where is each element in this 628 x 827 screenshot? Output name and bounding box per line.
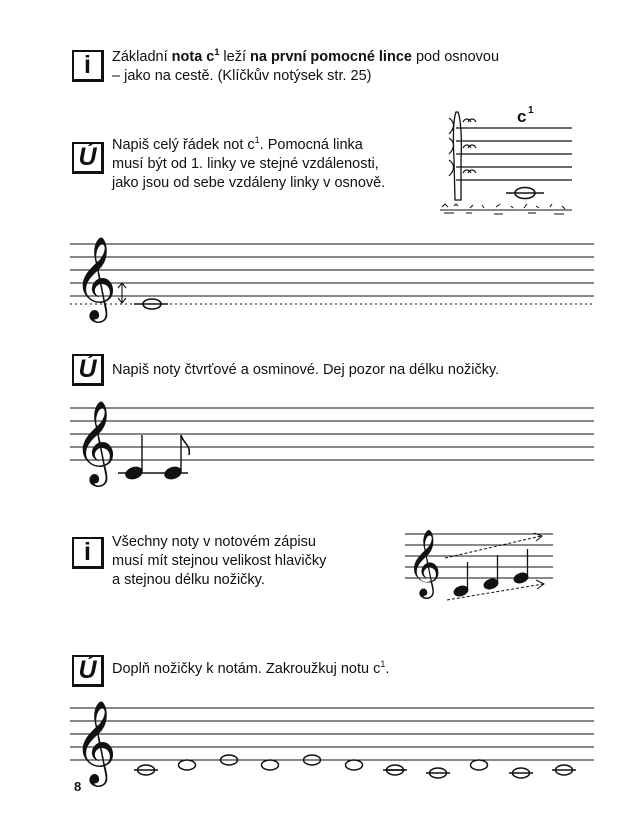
task-1-line-2: musí být od 1. linky ve stejné vzdálenosti, <box>112 156 379 172</box>
exercise-note <box>346 760 363 770</box>
illustration-label: c <box>517 107 527 126</box>
info-1-line-2: – jako na cestě. (Klíčkův notýsek str. 25) <box>112 68 372 84</box>
info-badge-icon: i <box>72 537 104 569</box>
info-2-line-2: musí mít stejnou velikost hlavičky <box>112 553 327 569</box>
eighth-note <box>163 465 183 481</box>
treble-clef-icon: 𝄞 <box>74 235 117 319</box>
exercise-note <box>471 760 488 770</box>
equal-notes-illustration <box>405 520 555 612</box>
info-2-line-3: a stejnou délku nožičky. <box>112 572 265 588</box>
treble-clef-icon: 𝄞 <box>407 528 442 596</box>
exercise-note <box>262 760 279 770</box>
task-3-text: Doplň nožičky k notám. Zakroužkuj notu $c^1$. <box>112 659 390 677</box>
quarter-note <box>124 465 144 481</box>
task-2-text: Napiš noty čtvrťové a osminové. Dej pozor na délku nožičky. <box>112 362 500 378</box>
info-badge-icon: i <box>72 50 104 82</box>
task-1-line-3: jako jsou od sebe vzdáleny linky v osnově. <box>112 175 386 191</box>
task-badge-icon: Ú <box>72 142 104 174</box>
exercise-note <box>179 760 196 770</box>
illustration-label-sup: 1 <box>528 105 534 116</box>
staff-2[interactable] <box>70 395 595 487</box>
task-badge-icon: Ú <box>72 655 104 687</box>
fence-staff-illustration <box>436 100 576 222</box>
treble-clef-icon: 𝄞 <box>74 699 117 783</box>
exercise-notes <box>134 755 576 778</box>
info-1-line-1: Základní nota $c^1$ leží na první pomocné lince pod osnovou <box>112 47 500 65</box>
info-2-line-1: Všechny noty v notovém zápisu <box>112 534 316 550</box>
staff-3[interactable] <box>70 695 595 787</box>
page-number: 8 <box>74 779 82 794</box>
staff-1[interactable] <box>70 228 595 318</box>
distance-arrow-icon <box>118 283 126 303</box>
task-badge-icon: Ú <box>72 354 104 386</box>
task-1-line-1: Napiš celý řádek not $c^1$. Pomocná linka <box>112 135 363 153</box>
treble-clef-icon: 𝄞 <box>74 399 117 483</box>
